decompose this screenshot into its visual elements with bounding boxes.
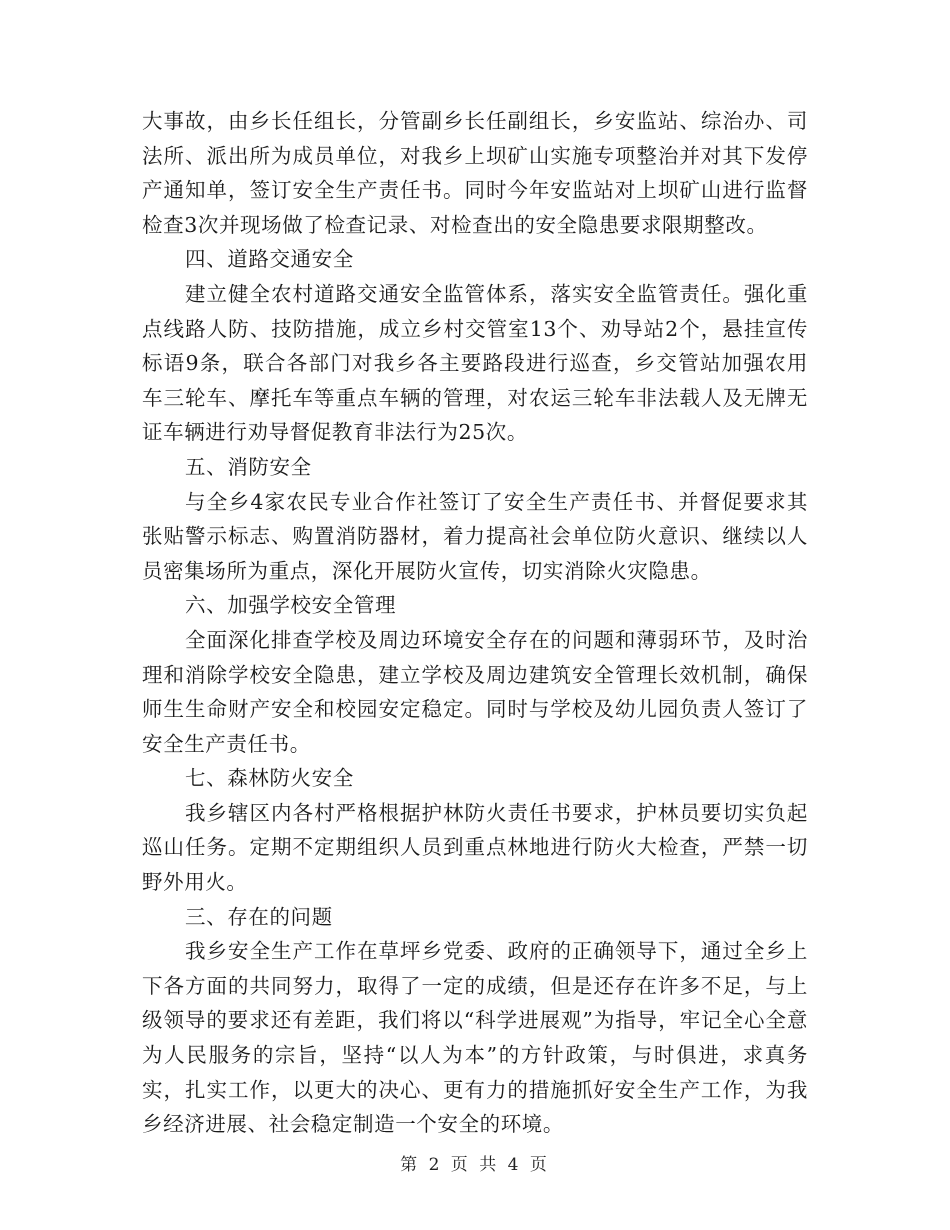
section-heading-school-safety: 六、加强学校安全管理 bbox=[185, 593, 397, 618]
paragraph-fire-safety: 与全乡4家农民专业合作社签订了安全生产责任书、并督促要求其张贴警示标志、购置消防器材，着力提高社会单位防火意识、继续以人员密集场所为重点，深化开展防火宣传，切实消除火灾隐患。 bbox=[142, 489, 808, 583]
section-heading-existing-problems: 三、存在的问题 bbox=[185, 904, 333, 929]
paragraph-road-traffic: 建立健全农村道路交通安全监管体系，落实安全监管责任。强化重点线路人防、技防措施，成立乡村交管室13个、劝导站2个，悬挂宣传标语9条，联合各部门对我乡各主要路段进行巡查，乡交管站加强农用车三轮车、摩托车等重点车辆的管理，对农运三轮车非法载人及无牌无证车辆进行劝导督促教育非法行为25次。 bbox=[142, 281, 808, 445]
paragraph-existing-problems: 我乡安全生产工作在草坪乡党委、政府的正确领导下，通过全乡上下各方面的共同努力，取得了一定的成绩，但是还存在许多不足，与上级领导的要求还有差距，我们将以“科学进展观”为指导，牢记全心全意为人民服务的宗旨，坚持“以人为本”的方针政策，与时俱进，求真务实，扎实工作，以更大的决心、更有力的措施抓好安全生产工作，为我乡经济进展、社会稳定制造一个安全的环境。 bbox=[142, 939, 808, 1137]
paragraph-school-safety: 全面深化排查学校及周边环境安全存在的问题和薄弱环节，及时治理和消除学校安全隐患，建立学校及周边建筑安全管理长效机制，确保师生生命财产安全和校园安定稳定。同时与学校及幼儿园负责人签订了安全生产责任书。 bbox=[142, 627, 808, 756]
section-heading-road-traffic: 四、道路交通安全 bbox=[185, 247, 354, 272]
document-body bbox=[142, 104, 808, 1142]
section-heading-fire-safety: 五、消防安全 bbox=[185, 454, 312, 479]
paragraph-continuation: 大事故，由乡长任组长，分管副乡长任副组长，乡安监站、综治办、司法所、派出所为成员单位，对我乡上坝矿山实施专项整治并对其下发停产通知单，签订安全生产责任书。同时今年安监站对上坝矿山进行监督检查3次并现场做了检查记录、对检查出的安全隐患要求限期整改。 bbox=[142, 109, 808, 237]
section-heading-forest-fire: 七、森林防火安全 bbox=[185, 766, 354, 791]
page-number-footer: 第 2 页 共 4 页 bbox=[400, 1155, 550, 1175]
paragraph-forest-fire: 我乡辖区内各村严格根据护林防火责任书要求，护林员要切实负起巡山任务。定期不定期组织人员到重点林地进行防火大检查，严禁一切野外用火。 bbox=[142, 800, 808, 895]
